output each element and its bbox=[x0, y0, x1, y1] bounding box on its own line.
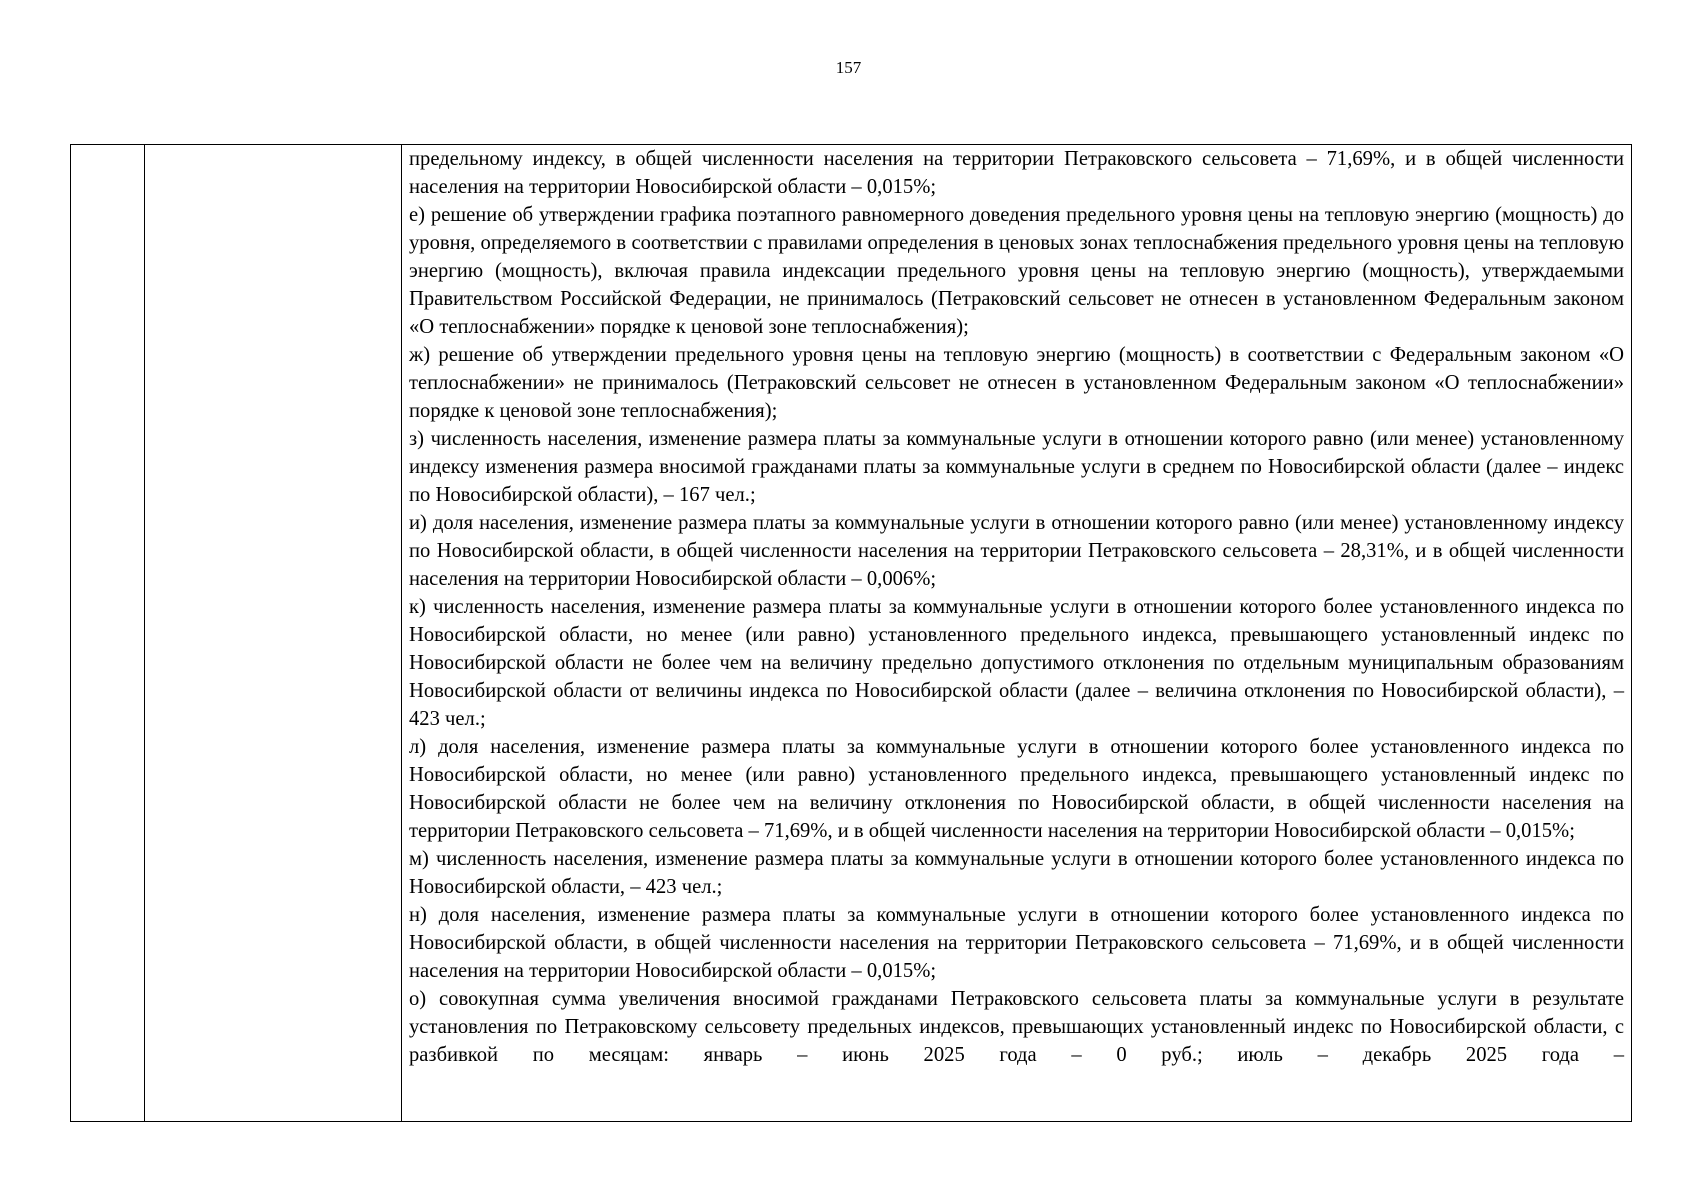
paragraph-e: е) решение об утверждении графика поэтапного равномерного доведения предельного уровня цены на тепловую энергию (мощность) до уровня, определяемого в соответствии с правилами определения в ценовых зонах теплоснабжения предельного уровня цены на тепловую энергию (мощность), включая правила индексации предельного уровня цены на тепловую энергию (мощность), утверждаемыми Правительством Российской Федерации, не принималось (Петраковский сельсовет не отнесен в установленном Федеральным законом «О теплоснабжении» порядке к ценовой зоне теплоснабжения); bbox=[409, 204, 1624, 338]
paragraph-z: з) численность населения, изменение размера платы за коммунальные услуги в отношении которого равно (или менее) установленному индексу изменения размера вносимой гражданами платы за коммунальные услуги в среднем по Новосибирской области (далее – индекс по Новосибирской области), – 167 чел.; bbox=[409, 428, 1624, 506]
paragraph-k: к) численность населения, изменение размера платы за коммунальные услуги в отношении которого более установленного индекса по Новосибирской области, но менее (или равно) установленного предельного индекса, превышающего установленный индекс по Новосибирской области не более чем на величину предельно допустимого отклонения по отдельным муниципальным образованиям Новосибирской области от величины индекса по Новосибирской области (далее – величина отклонения по Новосибирской области), – 423 чел.; bbox=[409, 596, 1624, 730]
paragraph-o: о) совокупная сумма увеличения вносимой гражданами Петраковского сельсовета платы за коммунальные услуги в результате установления по Петраковскому сельсовету предельных индексов, превышающих установленный индекс по Новосибирской области, с разбивкой по месяцам: январь – июнь 2025 года – 0 руб.; июль – декабрь 2025 года – bbox=[409, 988, 1624, 1066]
paragraph-continuation: предельному индексу, в общей численности населения на территории Петраковского сельсовета – 71,69%, и в общей численности населения на территории Новосибирской области – 0,015%; bbox=[409, 148, 1624, 198]
paragraph-m: м) численность населения, изменение размера платы за коммунальные услуги в отношении которого более установленного индекса по Новосибирской области, – 423 чел.; bbox=[409, 848, 1624, 898]
page-number: 157 bbox=[835, 58, 862, 77]
table-cell-item bbox=[145, 145, 402, 1122]
document-table bbox=[70, 144, 1632, 1122]
paragraph-l: л) доля населения, изменение размера платы за коммунальные услуги в отношении которого более установленного индекса по Новосибирской области, но менее (или равно) установленного предельного индекса, превышающего установленный индекс по Новосибирской области не более чем на величину отклонения по Новосибирской области, в общей численности населения на территории Петраковского сельсовета – 71,69%, и в общей численности населения на территории Новосибирской области – 0,015%; bbox=[409, 736, 1624, 842]
paragraph-n: н) доля населения, изменение размера платы за коммунальные услуги в отношении которого более установленного индекса по Новосибирской области, в общей численности населения на территории Петраковского сельсовета – 71,69%, и в общей численности населения на территории Новосибирской области – 0,015%; bbox=[409, 904, 1624, 982]
table-row bbox=[71, 145, 1632, 1122]
paragraph-i: и) доля населения, изменение размера платы за коммунальные услуги в отношении которого равно (или менее) установленному индексу по Новосибирской области, в общей численности населения на территории Петраковского сельсовета – 28,31%, и в общей численности населения на территории Новосибирской области – 0,006%; bbox=[409, 512, 1624, 590]
table-cell-number bbox=[71, 145, 145, 1122]
table-cell-content bbox=[402, 145, 1632, 1122]
paragraph-zh: ж) решение об утверждении предельного уровня цены на тепловую энергию (мощность) в соответствии с Федеральным законом «О теплоснабжении» не принималось (Петраковский сельсовет не отнесен в установленном Федеральным законом «О теплоснабжении» порядке к ценовой зоне теплоснабжения); bbox=[409, 344, 1624, 422]
